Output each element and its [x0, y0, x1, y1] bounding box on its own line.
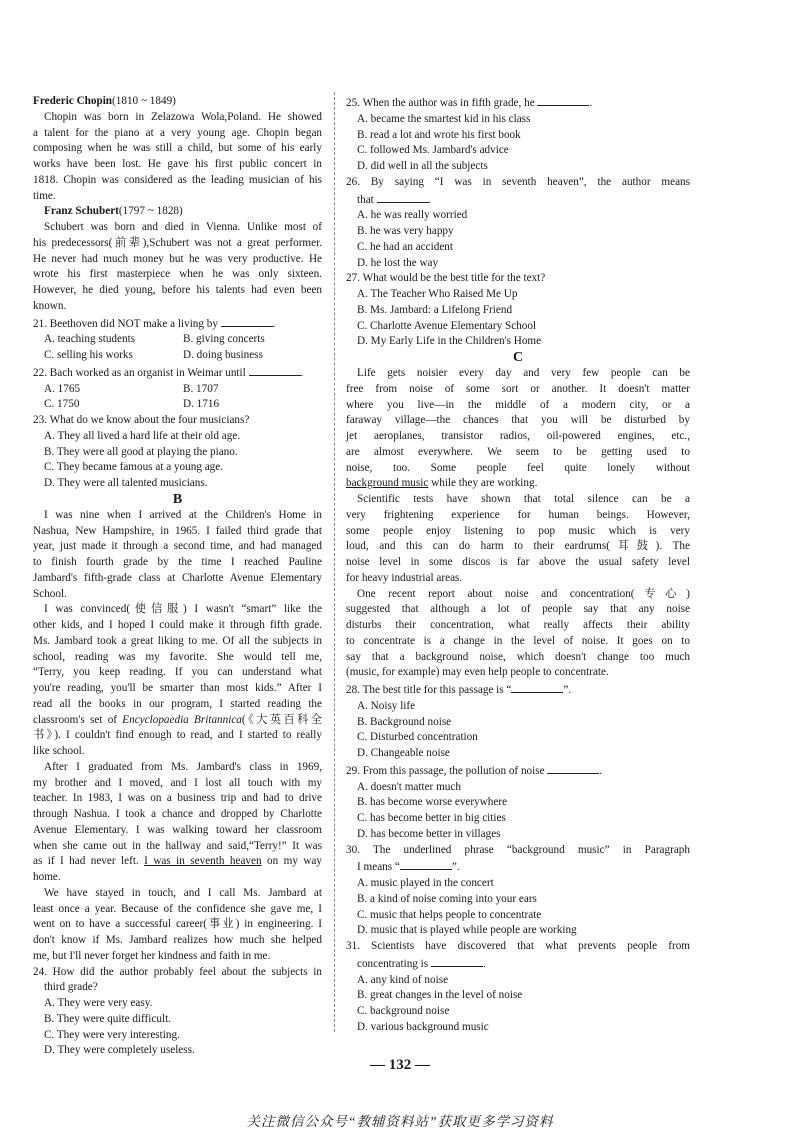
- passage-line: other kids, and I hoped I could make it through fifth grade.: [33, 619, 322, 631]
- passage-line: are almost everywhere. We seem to be getting used to: [346, 445, 690, 458]
- passage-line: jet aeroplanes, transistor radios, oil-powered engines, etc.,: [346, 430, 690, 442]
- passage-line: teacher. In 1983, I was on a business trip and had to drive: [33, 792, 322, 805]
- chopin-heading: [33, 94, 322, 110]
- passage-line: through Nashua. I took a chance and dropped by Charlotte: [33, 808, 322, 820]
- question-28-text-end: ”.: [563, 684, 572, 696]
- schubert-years: (1797 ~ 1828): [118, 205, 183, 218]
- passage-line: loud, and this can do harm to their eardrums(耳鼓). The: [346, 540, 690, 553]
- option-b: B. has become worse everywhere: [357, 796, 508, 809]
- passage-line: [33, 713, 322, 729]
- answer-blank: [249, 364, 301, 376]
- question-31-text-cont: concentrating is: [357, 957, 429, 970]
- passage-line: noise level in some discos is far above the usual safety level: [346, 556, 690, 568]
- chopin-paragraph: [33, 110, 322, 205]
- question-27-text: 27. What would be the best title for the text?: [346, 272, 546, 285]
- background-music-suffix: while they are working.: [428, 477, 538, 490]
- passage-b-paragraph-4: [33, 886, 322, 965]
- seventh-heaven-prefix: as if I had never left.: [33, 855, 145, 868]
- option-b: B. They were all good at playing the piano.: [44, 445, 238, 458]
- option-c: C. has become better in big cities: [357, 812, 506, 824]
- passage-line: went on to have a successful career(事业) in engineering. I: [33, 918, 322, 931]
- answer-blank: [377, 191, 429, 203]
- question-28: [346, 681, 690, 762]
- passage-line: Jambard's fifth-grade class at Charlotte Avenue Elementary: [33, 571, 322, 584]
- passage-line: home.: [33, 871, 61, 883]
- option-c: C. 1750: [44, 398, 80, 411]
- passage-line: disturbs their concentration, what really affects their ability: [346, 619, 690, 631]
- passage-line: faraway village—the chances that you will be disturbed by: [346, 414, 690, 427]
- question-21-text: 21. Beethoven did NOT make a living by: [33, 317, 218, 330]
- passage-line: One recent report about noise and concentration(专心): [357, 587, 690, 600]
- option-a: A. They all lived a hard life at their old age.: [44, 429, 241, 442]
- option-a: A. Noisy life: [357, 699, 416, 712]
- option-a: A. any kind of noise: [357, 973, 449, 986]
- schubert-heading: [33, 204, 322, 220]
- option-b: B. read a lot and wrote his first book: [357, 128, 521, 141]
- passage-line: when she came out in the hallway and said,“Terry!” It was: [33, 839, 322, 852]
- encyclopedia-suffix: (《大英百科全: [241, 713, 322, 726]
- answer-blank: [400, 858, 452, 870]
- schubert-name: Franz Schubert: [44, 205, 119, 218]
- question-30: [346, 843, 690, 940]
- option-b: B. great changes in the level of noise: [357, 989, 523, 1002]
- passage-line: to finish fourth grade by the time I reached Pauline: [33, 556, 322, 568]
- option-a: A. music played in the concert: [357, 877, 494, 889]
- passage-c-paragraph-3: [346, 587, 690, 682]
- passage-line: We have stayed in touch, and I call Ms. Jambard at: [44, 886, 322, 899]
- option-a: A. They were very easy.: [44, 997, 153, 1009]
- passage-line: School.: [33, 587, 67, 600]
- passage-line: suggested that although a lot of people say that any noise: [346, 603, 690, 616]
- option-a: A. The Teacher Who Raised Me Up: [357, 288, 518, 300]
- option-b: B. 1707: [183, 382, 219, 395]
- question-26-text: 26. By saying “I was in seventh heaven”, the author means: [346, 175, 690, 188]
- passage-line: “Terry, you keep reading. If you can understand what: [33, 666, 322, 679]
- chopin-name: Frederic Chopin: [33, 95, 113, 107]
- option-a: A. became the smartest kid in his class: [357, 112, 531, 125]
- passage-line: Avenue Elementary. I was walking toward her classroom: [33, 823, 322, 836]
- option-d: D. They were completely useless.: [44, 1044, 195, 1057]
- question-23: [33, 413, 322, 492]
- schubert-paragraph: [33, 220, 322, 315]
- option-a: A. 1765: [44, 382, 81, 395]
- answer-blank: [537, 94, 589, 106]
- passage-line: Life gets noisier every day and very few people can be: [357, 367, 690, 379]
- passage-line: say that a background noise, which doesn't change too much: [346, 650, 690, 663]
- option-c: C. They became famous at a young age.: [44, 461, 224, 474]
- option-b: B. he was very happy: [357, 225, 454, 237]
- section-c-heading: C: [512, 350, 524, 365]
- page-number: — 132 —: [370, 1057, 430, 1073]
- option-a: A. teaching students: [44, 333, 136, 346]
- option-d: D. music that is played while people are working: [357, 924, 577, 937]
- option-d: D. They were all talented musicians.: [44, 477, 208, 489]
- question-22-text: 22. Bach worked as an organist in Weimar until: [33, 366, 246, 379]
- question-24: [33, 965, 322, 1060]
- passage-b-paragraph-3: [33, 760, 322, 886]
- question-24-text-cont: third grade?: [44, 981, 98, 994]
- option-b: B. giving concerts: [183, 333, 265, 346]
- passage-line: Scientific tests have shown that total silence can be a: [357, 493, 690, 505]
- passage-line: some people enjoy listening to pop music which is very: [346, 524, 690, 537]
- passage-b-paragraph-2: [33, 602, 322, 760]
- passage-line: 书》). I couldn't find enough to read, and I started to really: [33, 729, 322, 742]
- option-c: C. They were very interesting.: [44, 1028, 180, 1041]
- question-26: 26. By saying “I was in seventh heaven”, the author means that . A. he was really worried B. he was very happy C. he had an accident D. he lost the way: [346, 175, 690, 272]
- option-d: D. doing business: [183, 349, 263, 361]
- footer-note: 关注微信公众号“教辅资料站”获取更多学习资料: [246, 1114, 554, 1129]
- schubert-line: known.: [33, 299, 67, 312]
- answer-blank: [511, 681, 563, 693]
- passage-line: I was nine when I arrived at the Children's Home in: [44, 508, 322, 521]
- question-25-text: 25. When the author was in fifth grade, he: [346, 97, 535, 109]
- option-b: B. Background noise: [357, 715, 452, 728]
- option-d: D. 1716: [183, 398, 220, 411]
- option-d: D. various background music: [357, 1020, 489, 1033]
- passage-line: to concentrate is a change in the level of noise. It goes on to: [346, 634, 690, 647]
- encyclopedia-prefix: classroom's set of: [33, 713, 123, 726]
- right-column: [346, 94, 690, 1036]
- chopin-line: a talent for the piano at a very young age. Chopin began: [33, 126, 322, 139]
- option-c: C. background noise: [357, 1005, 450, 1017]
- option-c: C. music that helps people to concentrate: [357, 908, 542, 921]
- answer-blank: [221, 315, 273, 327]
- question-23-text: 23. What do we know about the four musicians?: [33, 414, 250, 426]
- left-column: [33, 94, 322, 1059]
- question-30-text-end: ”.: [451, 861, 460, 874]
- question-31: 31. Scientists have discovered that what prevents people from concentrating is . A. any kind of noise B. great changes in the level of noise C. background noise D. various background music: [346, 939, 690, 1036]
- option-d: D. did well in all the subjects: [357, 160, 488, 172]
- chopin-line: time.: [33, 189, 56, 202]
- question-30-text-cont: I means “: [357, 861, 400, 874]
- passage-line: like school.: [33, 745, 85, 757]
- question-31-text: 31. Scientists have discovered that what prevents people from: [346, 940, 690, 952]
- passage-line: for heavy industrial areas.: [346, 571, 463, 584]
- option-c: C. selling his works: [44, 349, 133, 361]
- passage-line: where you live—in the middle of a modern city, or a: [346, 398, 690, 411]
- background-music-underlined: background music: [346, 477, 429, 490]
- passage-line: Ms. Jambard took a great liking to me. Of all the subjects in: [33, 634, 322, 647]
- schubert-line: wrote his first masterpiece when he was only sixteen.: [33, 268, 322, 281]
- passage-line: you're reading, you'll be smarter than most kids.” After I: [33, 682, 322, 694]
- chopin-line: Chopin was born in Zelazowa Wola,Poland. He showed: [44, 110, 322, 123]
- option-d: D. Changeable noise: [357, 747, 450, 759]
- passage-line: year, just made it through a second time, and had managed: [33, 540, 322, 553]
- passage-line: my brother and I moved, and I lost all touch with my: [33, 776, 322, 789]
- section-b-heading: B: [172, 491, 183, 507]
- schubert-line: his predecessors(前辈),Schubert was not a great performer.: [33, 236, 322, 249]
- option-a: A. he was really worried: [357, 209, 468, 222]
- passage-line: After I graduated from Ms. Jambard's class in 1969,: [44, 760, 322, 773]
- option-c: C. Charlotte Avenue Elementary School: [357, 319, 537, 332]
- passage-line: I was convinced(使信服) I wasn't “smart” like the: [44, 603, 322, 616]
- chopin-line: composing when he was still a child, but some of his early: [33, 142, 322, 155]
- passage-c-paragraph-1: [346, 366, 690, 492]
- answer-blank: [431, 955, 483, 967]
- question-24-text: 24. How did the author probably feel about the subjects in: [33, 965, 322, 978]
- chopin-years: (1810 ~ 1849): [112, 95, 176, 107]
- passage-line: least once a year. Because of the confidence she gave me, I: [33, 902, 322, 915]
- passage-line: me, but I'll never forget her kindness and faith in me.: [33, 949, 271, 962]
- passage-line: [33, 854, 322, 870]
- schubert-line: Schubert was born and died in Vienna. Unlike most of: [44, 221, 322, 233]
- option-d: D. he lost the way: [357, 256, 439, 269]
- passage-line: very frightening experience for human beings. However,: [346, 508, 690, 521]
- schubert-line: However, he died young, before his talents had even been: [33, 284, 322, 296]
- question-27: [346, 271, 690, 350]
- schubert-line: He never had much money but he was very productive. He: [33, 252, 322, 265]
- passage-line: don't know if Ms. Jambard realizes how much she helped: [33, 934, 322, 946]
- passage-b-paragraph-1: [33, 508, 322, 603]
- option-a: A. doesn't matter much: [357, 780, 461, 793]
- question-21: 21. Beethoven did NOT make a living by . A. teaching students B. giving concerts C. selling his works D. doing business: [33, 315, 322, 364]
- option-c: C. Disturbed concentration: [357, 731, 478, 744]
- option-b: B. Ms. Jambard: a Lifelong Friend: [357, 303, 513, 316]
- question-30-text: 30. The underlined phrase “background music” in Paragraph: [346, 843, 690, 856]
- passage-line: school, reading was my favorite. She would tell me,: [33, 650, 322, 663]
- chopin-line: 1818. Chopin was considered as the leading musician of his: [33, 173, 322, 186]
- question-29: 29. From this passage, the pollution of noise . A. doesn't matter much B. has become worse everywhere C. has become better in big cities D. has become better in villages: [346, 762, 690, 843]
- question-26-text-cont: that: [357, 193, 374, 206]
- seventh-heaven-underlined: I was in seventh heaven: [144, 855, 262, 868]
- passage-c-paragraph-2: [346, 492, 690, 587]
- option-c: C. he had an accident: [357, 240, 453, 253]
- option-d: D. My Early Life in the Children's Home: [357, 335, 542, 348]
- option-c: C. followed Ms. Jambard's advice: [357, 144, 509, 157]
- passage-line: read all the books in our program, I started reading the: [33, 697, 322, 710]
- question-29-text: 29. From this passage, the pollution of noise: [346, 764, 545, 777]
- answer-blank: [547, 762, 599, 774]
- encyclopedia-title: Encyclopaedia Britannica: [122, 713, 242, 726]
- option-b: B. They were quite difficult.: [44, 1012, 171, 1025]
- option-b: B. a kind of noise coming into your ears: [357, 892, 537, 905]
- passage-line: Nashua, New Hampshire, in 1965. I failed third grade that: [33, 524, 322, 537]
- option-d: D. has become better in villages: [357, 827, 501, 840]
- question-22: 22. Bach worked as an organist in Weimar until . A. 1765 B. 1707 C. 1750 D. 1716: [33, 364, 322, 413]
- passage-line: [346, 476, 690, 492]
- column-divider: [334, 92, 335, 1032]
- seventh-heaven-suffix: on my way: [261, 855, 322, 868]
- passage-line: free from noise of some sort or another. It doesn't matter: [346, 382, 690, 395]
- passage-line: noise, too. Some people feel quite lonely without: [346, 461, 690, 474]
- question-28-text: 28. The best title for this passage is “: [346, 684, 512, 696]
- passage-line: (music, for example) may even help people to concentrate.: [346, 666, 609, 679]
- question-25: 25. When the author was in fifth grade, he . A. became the smartest kid in his class B. read a lot and wrote his first book C. followed Ms. Jambard's advice D. did well in all the subjects: [346, 94, 690, 175]
- chopin-line: works have been lost. He gave his first public concert in: [33, 158, 322, 170]
